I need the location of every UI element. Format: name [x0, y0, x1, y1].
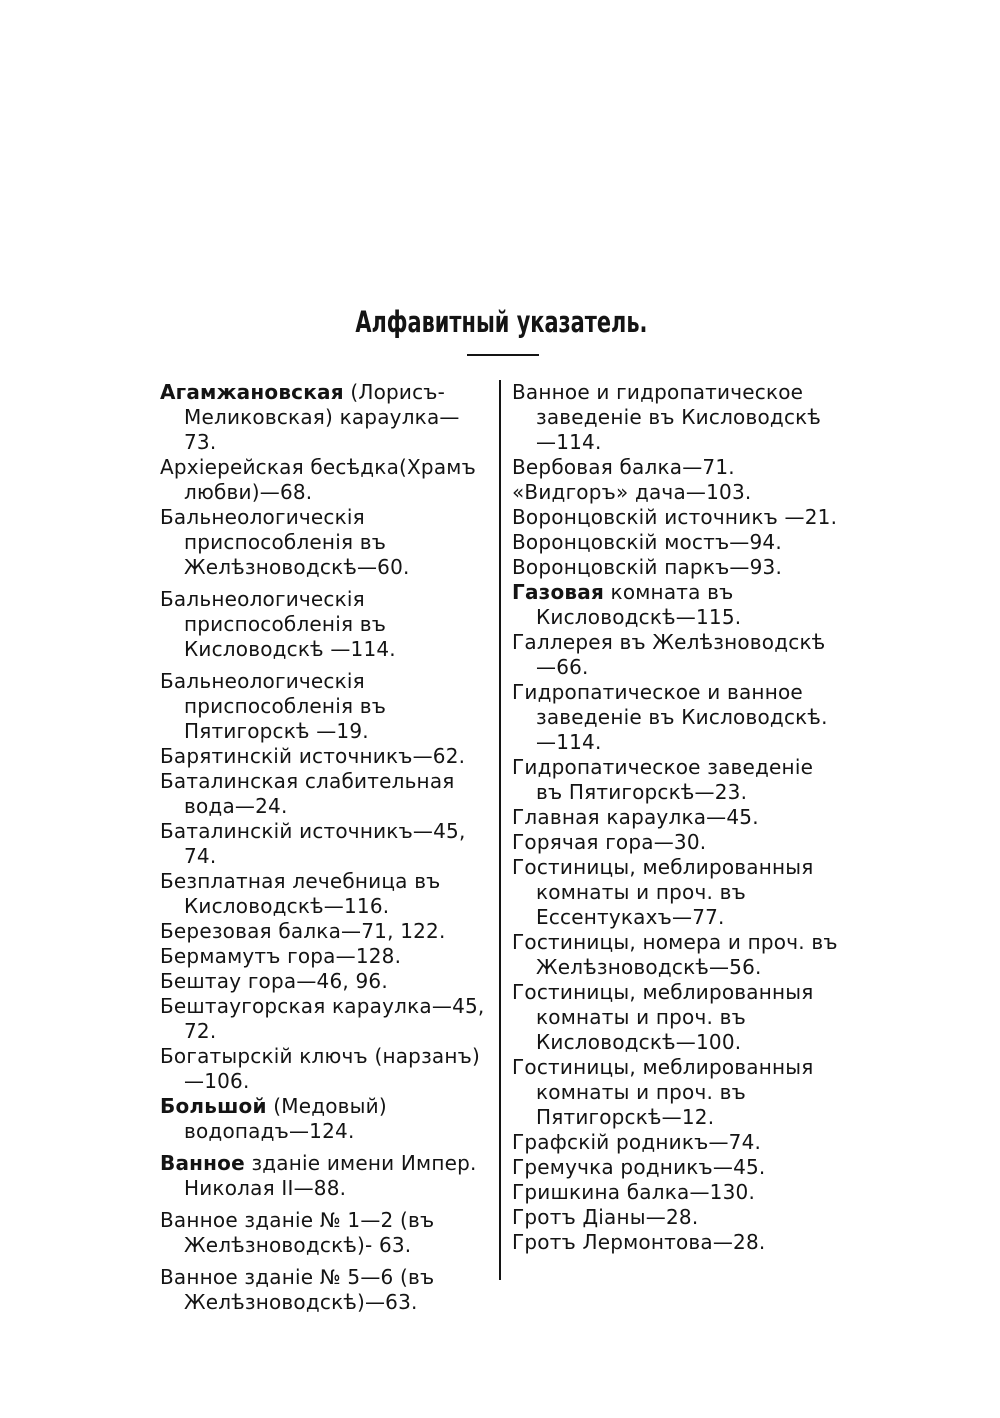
index-entry	[512, 1130, 842, 1155]
index-entry	[160, 1208, 490, 1258]
index-entry-text: Главная караулка—45.	[512, 805, 759, 829]
index-entry-text: Безплатная лечебница въ Кисловодскѣ—116.	[160, 869, 441, 918]
index-entry	[512, 505, 842, 530]
index-entry	[160, 769, 490, 819]
index-entry-text: Бальнеологическія приспособленія въ Пятигорскѣ —19.	[160, 669, 387, 743]
index-entry-text: зданіе имени Импер. Николая II—88.	[184, 1151, 477, 1200]
index-entry-text: Баталинская слабительная вода—24.	[160, 769, 455, 818]
index-entry-text: Воронцовскій источникъ —21.	[512, 505, 838, 529]
index-entry-text: Гостиницы, меблированныя комнаты и проч. въ Пятигорскѣ—12.	[512, 1055, 814, 1129]
index-entry-text: Галлерея въ Желѣзноводскѣ—66.	[512, 630, 826, 679]
index-entry-text: Воронцовскій паркъ—93.	[512, 555, 783, 579]
index-column-left	[160, 380, 490, 1315]
index-entry	[512, 555, 842, 580]
index-entry-text: Воронцовскій мостъ—94.	[512, 530, 782, 554]
index-entry-text: Гидропатическое заведеніе въ Пятигорскѣ—23.	[512, 755, 814, 804]
index-entry-text: (Медовый) водопадъ—124.	[184, 1094, 387, 1143]
index-entry-text: Вербовая балка—71.	[512, 455, 735, 479]
index-entry-keyword: Ванное	[160, 1151, 245, 1175]
index-entry-text: Гостиницы, меблированныя комнаты и проч. въ Ессентукахъ—77.	[512, 855, 814, 929]
index-entry	[512, 1180, 842, 1205]
index-entry	[512, 530, 842, 555]
index-entry-text: Баталинскій источникъ—45, 74.	[160, 819, 466, 868]
index-entry-text: Архіерейская бесѣдка(Храмъ любви)—68.	[160, 455, 476, 504]
index-entry	[160, 919, 490, 944]
index-entry-text: Бермамутъ гора—128.	[160, 944, 402, 968]
index-entry	[512, 855, 842, 930]
index-entry-text: комната въ Кисловодскѣ—115.	[536, 580, 742, 629]
index-entry	[160, 505, 490, 580]
index-entry-text: Гидропатическое и ванное заведеніе въ Кисловодскѣ. —114.	[512, 680, 828, 754]
index-entry-text: Богатырскій ключъ (нарзанъ)—106.	[160, 1044, 480, 1093]
index-entry	[512, 755, 842, 805]
index-entry	[512, 630, 842, 680]
index-column-right	[512, 380, 842, 1255]
index-entry	[512, 1155, 842, 1180]
index-entry-text: «Видгоръ» дача—103.	[512, 480, 752, 504]
index-entry-text: Гостиницы, номера и проч. въ Желѣзноводскѣ—56.	[512, 930, 838, 979]
column-divider	[499, 380, 501, 1280]
index-entry-keyword: Агамжановская	[160, 380, 344, 404]
index-entry-text: Бальнеологическія приспособленія въ Желѣзноводскѣ—60.	[160, 505, 410, 579]
index-entry	[160, 587, 490, 662]
index-entry-keyword: Газовая	[512, 580, 604, 604]
index-entry	[160, 869, 490, 919]
index-entry-text: Бештау гора—46, 96.	[160, 969, 388, 993]
index-entry	[512, 580, 842, 630]
index-entry	[160, 455, 490, 505]
index-entry	[512, 1230, 842, 1255]
index-entry	[160, 1044, 490, 1094]
index-entry	[160, 819, 490, 869]
index-entry-text: Барятинскій источникъ—62.	[160, 744, 466, 768]
index-entry-text: Ванное и гидропатическое заведеніе въ Кисловодскѣ —114.	[512, 380, 822, 454]
index-entry-text: Горячая гора—30.	[512, 830, 707, 854]
index-entry	[512, 805, 842, 830]
index-entry-text: Гротъ Лермонтова—28.	[512, 1230, 766, 1254]
index-entry-text: (Лорисъ-Меликовская) караулка—73.	[184, 380, 460, 454]
index-entry	[160, 380, 490, 455]
index-entry-text: Березовая балка—71, 122.	[160, 919, 446, 943]
index-entry-text: Графскій родникъ—74.	[512, 1130, 762, 1154]
index-entry	[512, 380, 842, 455]
index-entry-text: Гришкина балка—130.	[512, 1180, 755, 1204]
index-entry	[512, 680, 842, 755]
title-rule	[467, 354, 539, 356]
page-title: Алфавитный указатель.	[355, 305, 648, 339]
index-entry-text: Ванное зданіе № 5—6 (въ Желѣзноводскѣ)—63.	[160, 1265, 435, 1314]
index-entry	[160, 969, 490, 994]
index-entry-text: Ванное зданіе № 1—2 (въ Желѣзноводскѣ)- 63.	[160, 1208, 435, 1257]
index-entry	[160, 1094, 490, 1144]
index-entry	[512, 1205, 842, 1230]
index-entry-text: Гостиницы, меблированныя комнаты и проч. въ Кисловодскѣ—100.	[512, 980, 814, 1054]
index-entry	[512, 830, 842, 855]
index-entry-keyword: Большой	[160, 1094, 267, 1118]
index-entry	[160, 669, 490, 744]
index-entry-text: Бальнеологическія приспособленія въ Кисловодскѣ —114.	[160, 587, 396, 661]
index-entry-text: Бештаугорская караулка—45, 72.	[160, 994, 485, 1043]
index-entry	[160, 944, 490, 969]
index-entry-text: Гротъ Діаны—28.	[512, 1205, 699, 1229]
index-entry-text: Гремучка родникъ—45.	[512, 1155, 766, 1179]
index-entry	[512, 480, 842, 505]
index-entry	[160, 1151, 490, 1201]
index-entry	[160, 744, 490, 769]
index-entry	[512, 930, 842, 980]
index-entry	[512, 980, 842, 1055]
index-entry	[160, 1265, 490, 1315]
index-entry	[512, 455, 842, 480]
index-entry	[512, 1055, 842, 1130]
index-entry	[160, 994, 490, 1044]
